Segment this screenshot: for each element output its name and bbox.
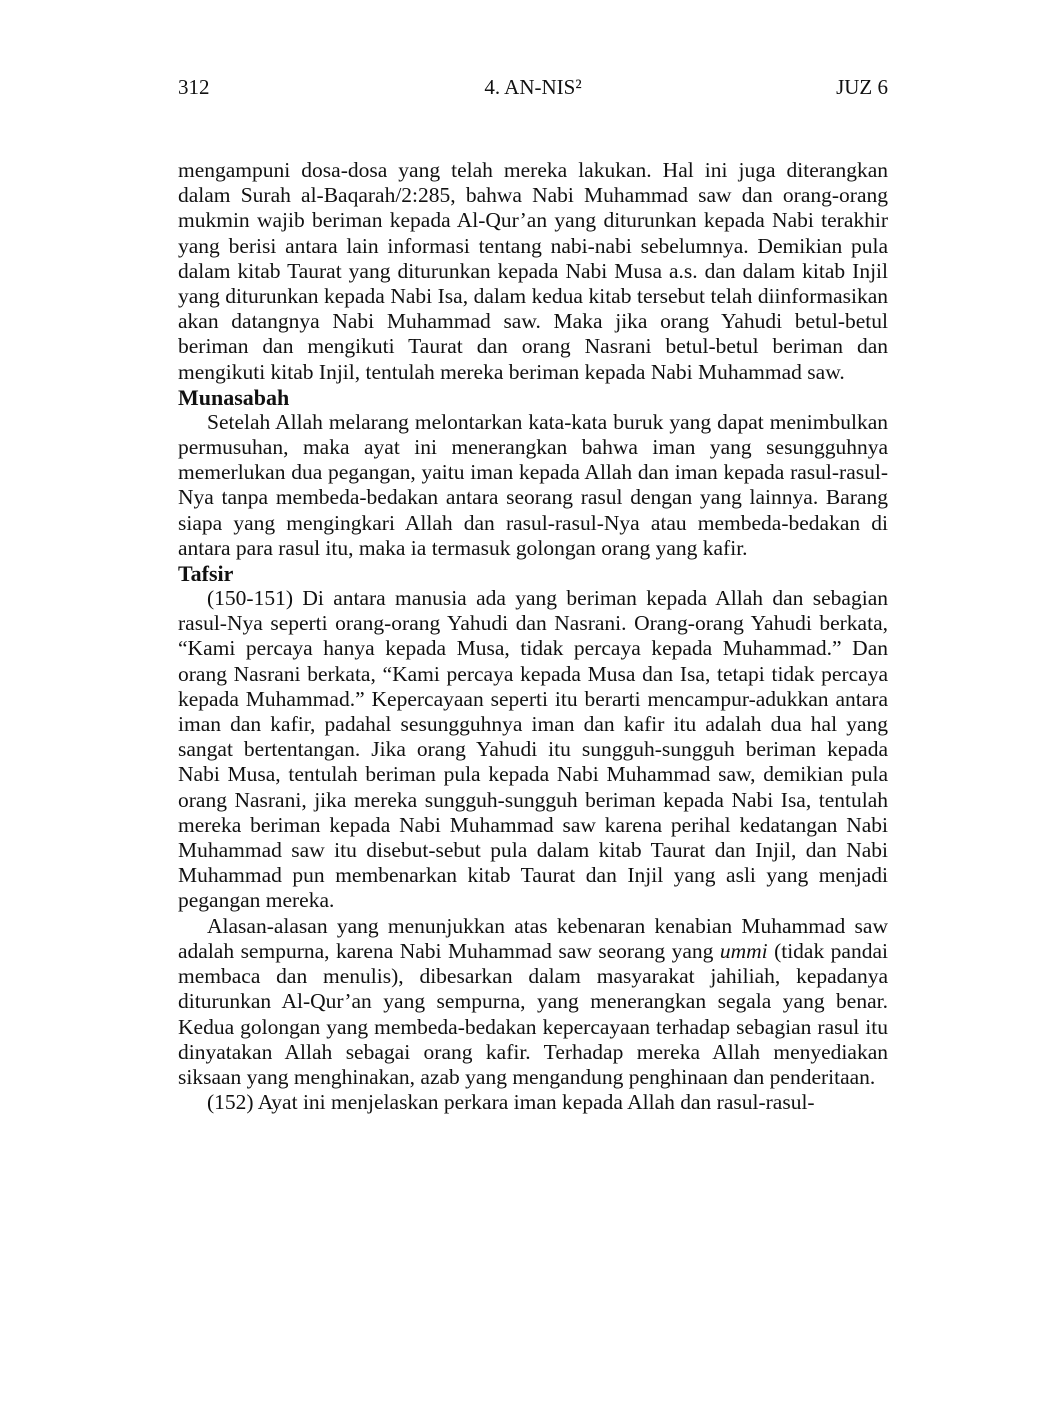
juz-label: JUZ 6: [836, 75, 888, 99]
paragraph-text-part: (tidak pandai membaca dan menulis), dibesarkan dalam masyarakat jahiliah, kepadanya diturunkan Al-Qur’an yang sempurna, yang menerangkan segala yang benar. Kedua golongan yang membeda-bedakan kepercayaan terhadap sebagian rasul itu dinyatakan Allah sebagai orang kafir. Terhadap mereka Allah menyediakan siksaan yang menghinakan, azab yang mengandung penghinaan dan penderitaan.: [178, 938, 888, 1089]
paragraph-text-part: Alasan-alasan yang menunjukkan atas kebenaran kenabian Muhammad saw adalah sempurna, karena Nabi Muhammad saw seorang yang: [178, 913, 888, 963]
running-header: [178, 72, 888, 102]
chapter-title: 4. AN-NIS²: [484, 75, 582, 99]
munasabah-paragraph: Setelah Allah melarang melontarkan kata-kata buruk yang dapat menimbulkan permusuhan, maka ayat ini menerangkan bahwa iman yang sesungguhnya memerlukan dua pegangan, yaitu iman kepada Allah dan iman kepada rasul-rasul-Nya tanpa membeda-bedakan antara seorang rasul dengan yang lainnya. Barang siapa yang mengingkari Allah dan rasul-rasul-Nya atau membeda-bedakan di antara para rasul itu, maka ia termasuk golongan orang yang kafir.: [178, 409, 888, 560]
page-body: [178, 158, 888, 1115]
munasabah-heading: Munasabah: [178, 384, 290, 410]
tafsir-heading: Tafsir: [178, 561, 234, 587]
page-number: 312: [178, 75, 210, 99]
tafsir-paragraph-150-151: (150-151) Di antara manusia ada yang beriman kepada Allah dan sebagian rasul-Nya seperti orang-orang Yahudi dan Nasrani. Orang-orang Yahudi berkata, “Kami percaya hanya kepada Musa, tidak percaya kepada Muhammad.” Dan orang Nasrani berkata, “Kami percaya kepada Musa dan Isa, tetapi tidak percaya kepada Muhammad.” Kepercayaan seperti itu berarti mencampur-adukkan antara iman dan kafir, padahal sesungguhnya iman dan kafir itu adalah dua hal yang sangat bertentangan. Jika orang Yahudi itu sungguh-sungguh beriman kepada Nabi Musa, tentulah beriman pula kepada Nabi Muhammad saw, demikian pula orang Nasrani, jika mereka sungguh-sungguh beriman kepada Nabi Isa, tentulah mereka beriman kepada Nabi Muhammad saw karena perihal kedatangan Nabi Muhammad saw itu disebut-sebut pula dalam kitab Taurat dan Injil, dan Nabi Muhammad pun membenarkan kitab Taurat dan Injil yang asli yang menjadi pegangan mereka.: [178, 586, 888, 913]
tafsir-paragraph-alasan: [178, 914, 888, 1090]
italic-term: ummi: [719, 938, 768, 963]
intro-paragraph: mengampuni dosa-dosa yang telah mereka lakukan. Hal ini juga diterangkan dalam Surah al-Baqarah/2:285, bahwa Nabi Muhammad saw dan orang-orang mukmin wajib beriman kepada Al-Qur’an yang diturunkan kepada Nabi terakhir yang berisi antara lain informasi tentang nabi-nabi sebelumnya. Demikian pula dalam kitab Taurat yang diturunkan kepada Nabi Musa a.s. dan dalam kitab Injil yang diturunkan kepada Nabi Isa, dalam kedua kitab tersebut telah diinformasikan akan datangnya Nabi Muhammad saw. Maka jika orang Yahudi betul-betul beriman dan mengikuti Taurat dan orang Nasrani betul-betul beriman dan mengikuti kitab Injil, tentulah mereka beriman kepada Nabi Muhammad saw.: [178, 158, 888, 384]
tafsir-paragraph-152: (152) Ayat ini menjelaskan perkara iman kepada Allah dan rasul-rasul-: [207, 1090, 815, 1115]
